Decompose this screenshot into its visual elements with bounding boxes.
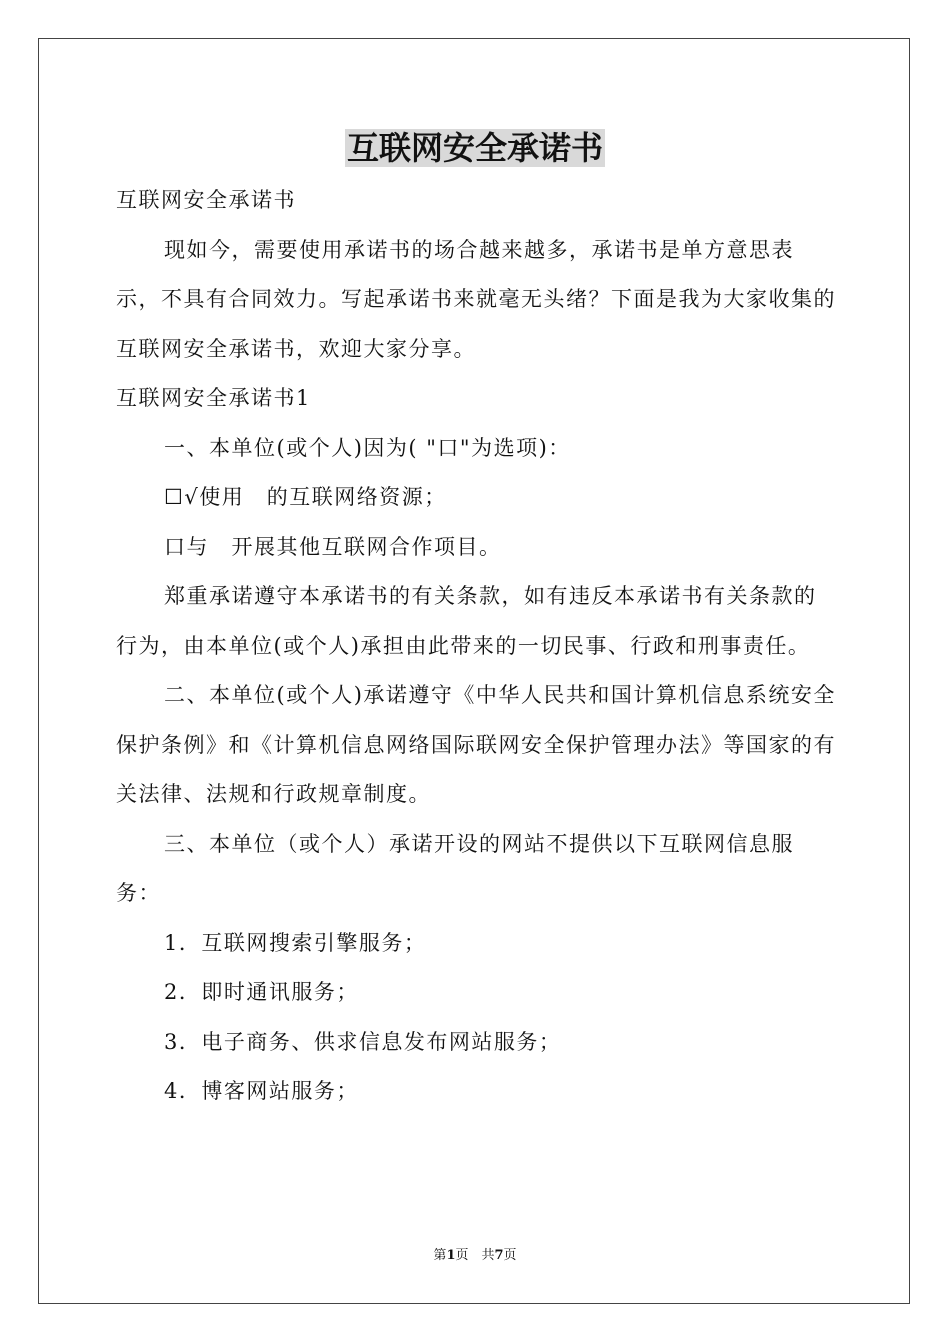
document-title bbox=[0, 126, 950, 170]
item-three: 三、本单位（或个人）承诺开设的网站不提供以下互联网信息服务： bbox=[116, 831, 794, 905]
service-item: 2．即时通讯服务； bbox=[164, 980, 359, 1004]
document-subtitle: 互联网安全承诺书 bbox=[116, 188, 296, 212]
comply-paragraph: 郑重承诺遵守本承诺书的有关条款，如有违反本承诺书有关条款的行为，由本单位(或个人)承担由此带来的一切民事、行政和刑事责任。 bbox=[116, 584, 817, 658]
option-one: ☐√使用 的互联网络资源； bbox=[164, 485, 447, 509]
footer-prefix: 第 bbox=[433, 1248, 447, 1263]
footer-total-suffix: 页 bbox=[503, 1248, 517, 1263]
footer-page-number: 1 bbox=[446, 1248, 456, 1263]
option-two: 口与 开展其他互联网合作项目。 bbox=[164, 534, 502, 559]
footer-total-pages: 7 bbox=[494, 1248, 504, 1263]
item-two: 二、本单位(或个人)承诺遵守《中华人民共和国计算机信息系统安全保护条例》和《计算机信息网络国际联网安全保护管理办法》等国家的有关法律、法规和行政规章制度。 bbox=[116, 683, 836, 806]
document-title-text: 互联网安全承诺书 bbox=[346, 129, 603, 167]
section-heading: 互联网安全承诺书1 bbox=[116, 386, 311, 410]
service-item: 4．博客网站服务； bbox=[164, 1079, 359, 1103]
service-item: 3．电子商务、供求信息发布网站服务； bbox=[164, 1029, 562, 1054]
item-one: 一、本单位(或个人)因为( "口"为选项)： bbox=[164, 435, 571, 460]
footer-page-suffix: 页 共 bbox=[455, 1248, 495, 1263]
intro-paragraph: 现如今，需要使用承诺书的场合越来越多，承诺书是单方意思表示，不具有合同效力。写起承诺书来就毫无头绪？下面是我为大家收集的互联网安全承诺书，欢迎大家分享。 bbox=[116, 237, 836, 361]
document-body bbox=[116, 176, 836, 1117]
service-item: 1．互联网搜索引擎服务； bbox=[164, 930, 427, 955]
page-footer bbox=[0, 1246, 950, 1266]
